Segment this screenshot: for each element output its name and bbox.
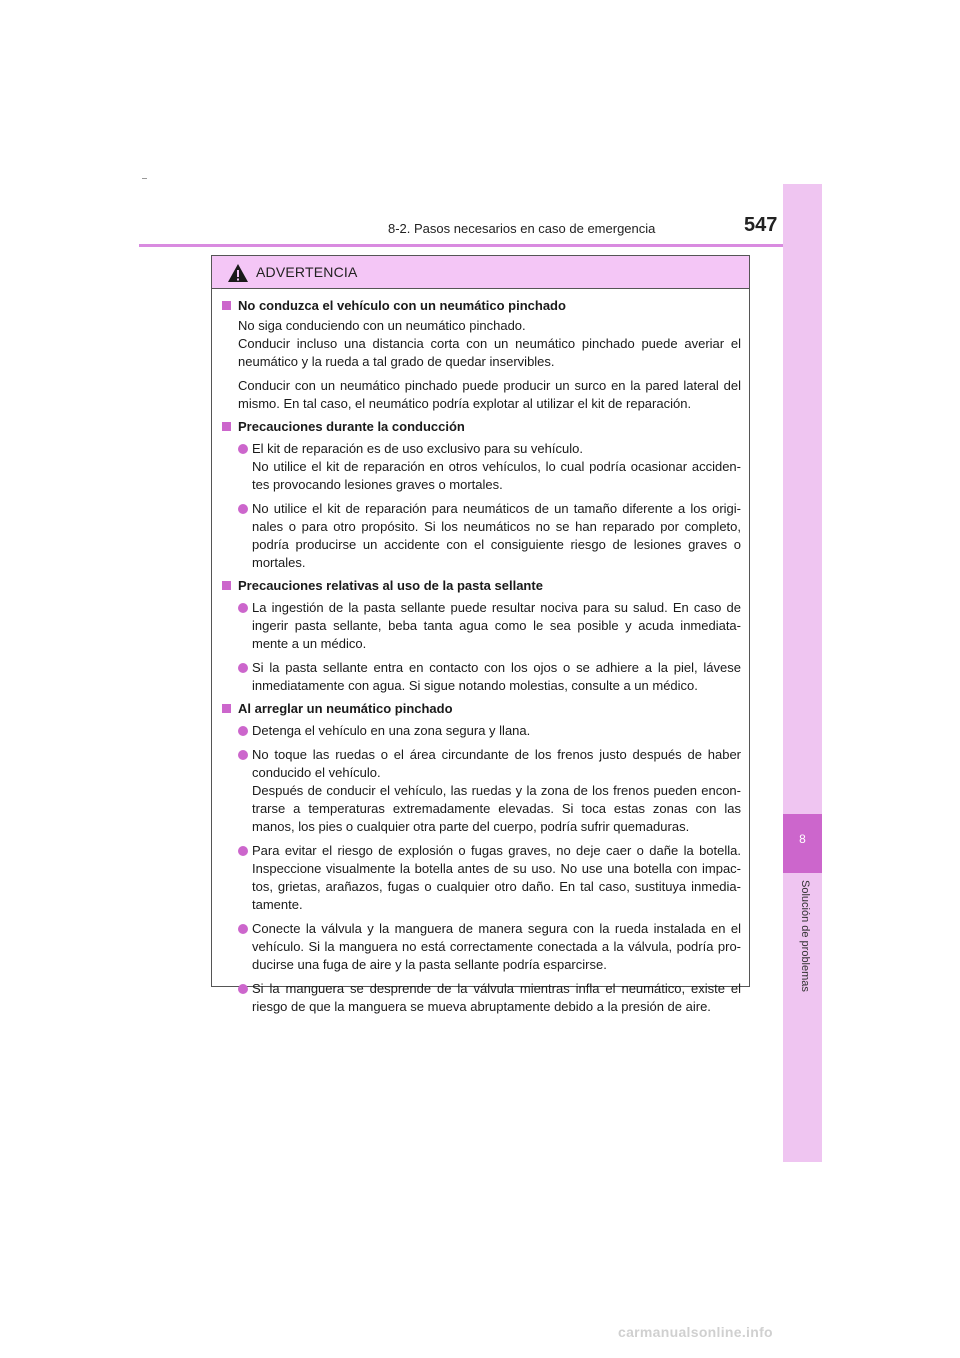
- warning-box: [211, 255, 750, 1014]
- section-header: 8-2. Pasos necesarios en caso de emergencia: [388, 221, 656, 236]
- bullet-dot-icon: [238, 750, 248, 760]
- section-title: No conduzca el vehículo con un neumático pinchado: [220, 297, 741, 315]
- list-item: Si la manguera se desprende de la válvula mientras infla el neumático, existe el riesgo de que la manguera se mueva abruptamente debido a la presión de aire.: [220, 980, 741, 1016]
- bullet-dot-icon: [238, 984, 248, 994]
- bullet-dot-icon: [238, 603, 248, 613]
- page-number: 547: [744, 214, 778, 236]
- bullet-dot-icon: [238, 924, 248, 934]
- section-square-icon: [222, 704, 231, 713]
- chapter-number: 8: [799, 832, 806, 846]
- section-square-icon: [222, 301, 231, 310]
- header-rule: [139, 244, 822, 247]
- bullet-dot-icon: [238, 846, 248, 856]
- page-corner-mark: [142, 178, 147, 179]
- list-item: Detenga el vehículo en una zona segura y llana.: [220, 722, 741, 740]
- list-item: La ingestión de la pasta sellante puede resultar nociva para su salud. En caso de ingerir pasta sellante, beba tanta agua como le sea posible y acuda inmediata-mente a un médico.: [220, 599, 741, 653]
- warning-body: [212, 289, 749, 1016]
- list-item: No utilice el kit de reparación para neumáticos de un tamaño diferente a los origi-nales o para otro propósito. Si los neumáticos no se han reparado por completo, podría producirse un accidente con el consiguiente riesgo de lesiones graves o mortales.: [220, 500, 741, 572]
- list-item: Si la pasta sellante entra en contacto con los ojos o se adhiere a la piel, lávese inmediatamente con agua. Si sigue notando molestias, consulte a un médico.: [220, 659, 741, 695]
- section-title: Al arreglar un neumático pinchado: [220, 700, 741, 718]
- section-square-icon: [222, 422, 231, 431]
- section-square-icon: [222, 581, 231, 590]
- paragraph: No siga conduciendo con un neumático pinchado.: [238, 318, 526, 333]
- paragraph: Conducir con un neumático pinchado puede producir un surco en la pared lateral del mismo. En tal caso, el neumático podría explotar al utilizar el kit de reparación.: [238, 378, 741, 411]
- bullet-dot-icon: [238, 504, 248, 514]
- bullet-dot-icon: [238, 663, 248, 673]
- chapter-title: Solución de problemas: [799, 880, 811, 992]
- warning-header: [212, 256, 749, 289]
- list-item: Conecte la válvula y la manguera de manera segura con la rueda instalada en el vehículo. Si la manguera no está correctamente conectada a la válvula, podría pro-ducirse una fuga de aire y la pasta sellante podría esparcirse.: [220, 920, 741, 974]
- chapter-number-tab: [783, 814, 822, 873]
- watermark: carmanualsonline.info: [618, 1324, 773, 1340]
- warning-title: ADVERTENCIA: [256, 264, 358, 280]
- paragraph: Conducir incluso una distancia corta con un neumático pinchado puede averiar el neumático y la rueda a tal grado de quedar inservibles.: [238, 336, 741, 369]
- warning-triangle-icon: [227, 263, 249, 283]
- chapter-side-tab: [783, 184, 822, 1162]
- bullet-dot-icon: [238, 444, 248, 454]
- list-item: Para evitar el riesgo de explosión o fugas graves, no deje caer o dañe la botella. Inspeccione visualmente la botella antes de su uso. No use una botella con impac-tos, grietas, arañazos, fugas o cualquier otro daño. En tal caso, sustituya inmedia-tamente.: [220, 842, 741, 914]
- section-title: Precauciones durante la conducción: [220, 418, 741, 436]
- list-item: No toque las ruedas o el área circundante de los frenos justo después de haber conducido el vehículo. Después de conducir el vehículo, las ruedas y la zona de los frenos pueden encon-trarse a temperaturas extremadamente elevadas. Si toca estas zonas con las manos, los pies o cualquier otra parte del cuerpo, podría sufrir quemaduras.: [220, 746, 741, 836]
- bullet-dot-icon: [238, 726, 248, 736]
- section-title: Precauciones relativas al uso de la pasta sellante: [220, 577, 741, 595]
- list-item: El kit de reparación es de uso exclusivo para su vehículo. No utilice el kit de reparación en otros vehículos, lo cual podría ocasionar acciden-tes provocando lesiones graves o mortales.: [220, 440, 741, 494]
